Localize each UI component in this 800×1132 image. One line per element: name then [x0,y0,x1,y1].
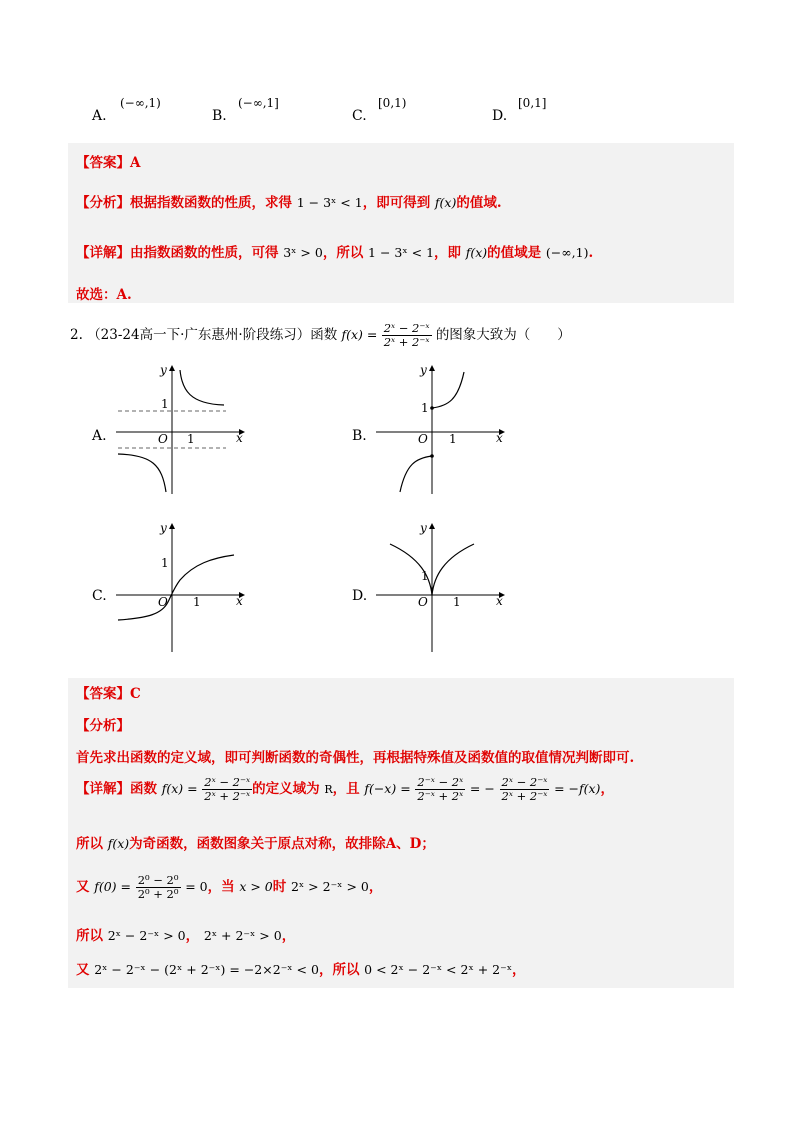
tick-x-1: 1 [193,595,201,609]
detail-text: 由指数函数的性质，可得 [130,245,279,261]
q2-analysis-label: 【分析】 [76,718,130,734]
q2-positive-line [76,924,295,944]
math-expr: f(0) = [94,879,131,894]
fraction-numerator: 2ˣ − 2⁻ˣ [204,775,251,789]
answer-label: 【答案】 [76,686,130,702]
q2-detail-line [76,776,614,803]
detail-text: ， [281,928,296,944]
curve-right [432,544,474,595]
graph-d-letter: D. [352,588,368,604]
tick-y-1: 1 [421,401,429,415]
detail-label: 【详解】 [76,245,130,261]
y-label: y [160,363,167,377]
detail-text: ，且 [332,781,360,797]
detail-text: 所以 [76,928,103,944]
fraction-denominator: 2ˣ + 2⁻ˣ [204,789,251,803]
answer-value: A [130,155,141,171]
fraction-numerator: 2⁻ˣ − 2ˣ [417,775,464,789]
detail-text: 的值域是 [487,245,542,261]
q1-analysis-line [76,191,502,211]
y-label: y [160,521,167,535]
detail-text: 所以 [76,836,103,852]
option-c-letter: C. [352,108,367,124]
detail-text: 时 [272,879,287,895]
analysis-label: 【分析】 [76,195,130,211]
answer-label: 【答案】 [76,155,130,171]
detail-text: ，所以 [322,245,364,261]
math-expr: f(x) = [161,781,198,796]
q1-choice-line: 故选：A. [76,287,132,303]
tick-y-1: 1 [161,556,169,570]
graph-c-letter: C. [92,588,107,604]
fraction-denominator: 2ˣ + 2⁻ˣ [501,789,548,803]
math-expr: 2ˣ − 2⁻ˣ > 0 [107,928,186,943]
fraction-numerator: 2ˣ − 2⁻ˣ [501,775,548,789]
answer-value: C [130,686,141,702]
math-expr: = − [469,781,495,796]
fraction [500,776,550,803]
origin-label: O [158,432,168,446]
q1-answer-line [76,151,140,171]
graph-d [372,518,512,658]
question-source: （23-24高一下·广东惠州·阶段练习）函数 [87,327,338,343]
detail-text: . [588,245,594,261]
q2-odd-line [76,832,435,852]
analysis-text: ，即可得到 [362,195,431,211]
math-expr: = 0 [185,879,208,894]
function-fraction [382,322,432,349]
fraction-numerator: 2⁰ − 2⁰ [137,873,179,887]
point-0-neg1 [430,454,434,458]
detail-text: 为奇函数，函数图象关于原点对称，故排除A、D； [129,836,435,852]
math-expr: 3ˣ > 0 [283,245,323,260]
graph-b [372,360,512,500]
analysis-text: 的值域. [456,195,502,211]
curve-right [180,370,224,405]
detail-text: 函数 [130,781,157,797]
detail-text: ， [185,928,200,944]
fraction [202,776,252,803]
fraction-denominator: 2⁻ˣ + 2ˣ [417,789,464,803]
q1-solution-box [68,143,734,303]
tick-y-1: 1 [421,569,429,583]
graph-a [112,360,252,500]
math-expr: 2ˣ > 2⁻ˣ > 0 [290,879,369,894]
math-expr: 1 − 3ˣ < 1 [368,245,435,260]
math-expr: = −f(x) [554,781,601,796]
point-0-1 [430,406,434,410]
origin-label: O [158,595,168,609]
math-expr: 2ˣ − 2⁻ˣ − (2ˣ + 2⁻ˣ) = −2×2⁻ˣ < 0 [94,962,319,977]
curve-left [118,454,166,492]
option-a-letter: A. [92,108,107,124]
option-d-letter: D. [492,108,508,124]
math-expr: 0 < 2ˣ − 2⁻ˣ < 2ˣ + 2⁻ˣ [364,962,513,977]
detail-text: ， [368,879,383,895]
q2-last-line [76,958,526,978]
math-expr: 2ˣ + 2⁻ˣ > 0 [203,928,282,943]
math-expr: R [324,783,333,796]
question-tail: 的图象大致为（ ） [435,327,571,343]
detail-text: 的定义域为 [252,781,320,797]
graph-a-letter: A. [92,428,107,444]
curve [118,555,234,620]
x-label: x [236,431,243,445]
fraction [136,874,181,901]
fraction-denominator: 2ˣ + 2⁻ˣ [383,335,430,349]
option-d-value: [0,1] [518,96,547,110]
graph-c [112,518,252,658]
fraction-numerator: 2ˣ − 2⁻ˣ [383,321,430,335]
tick-x-1: 1 [449,432,457,446]
option-a-value: (−∞,1) [120,96,161,110]
detail-text: 又 [76,962,90,978]
tick-x-1: 1 [187,432,195,446]
q2-analysis-body: 首先求出函数的定义域，即可判断函数的奇偶性，再根据特殊值及函数值的取值情况判断即可. [76,750,635,766]
question-number: 2. [70,327,83,343]
option-b-letter: B. [212,108,227,124]
curve-right [432,372,464,408]
detail-text: ，当 [207,879,235,895]
x-label: x [496,431,503,445]
option-b-value: (−∞,1] [238,96,279,110]
curve-left [400,456,432,492]
fraction-denominator: 2⁰ + 2⁰ [137,887,179,901]
option-c-value: [0,1) [378,96,407,110]
origin-label: O [418,432,428,446]
tick-y-1: 1 [161,397,169,411]
analysis-text: 根据指数函数的性质，求得 [130,195,292,211]
detail-label: 【详解】 [76,781,130,797]
math-expr: f(x) [434,195,457,210]
q1-detail-line [76,241,593,261]
q2-answer-line [76,682,141,702]
y-label: y [420,521,427,535]
q2-stem [70,322,571,349]
detail-text: ，所以 [318,962,360,978]
math-expr: 1 − 3ˣ < 1 [296,195,363,210]
detail-text: ， [512,962,526,978]
y-label: y [420,363,427,377]
fraction [415,776,465,803]
math-expr: f(x) [107,836,130,851]
math-expr: (−∞,1) [545,245,589,260]
math-expr: x > 0 [239,879,273,894]
q2-solution-box [68,678,734,988]
graph-b-letter: B. [352,428,367,444]
math-expr: f(x) [465,245,488,260]
detail-text: ， [600,781,614,797]
detail-text: ，即 [434,245,462,261]
math-expr: f(−x) = [364,781,411,796]
tick-x-1: 1 [453,595,461,609]
x-label: x [236,594,243,608]
origin-label: O [418,595,428,609]
detail-text: 又 [76,879,90,895]
q2-zero-line [76,874,382,901]
function-lhs: f(x) = [341,327,378,342]
x-label: x [496,594,503,608]
